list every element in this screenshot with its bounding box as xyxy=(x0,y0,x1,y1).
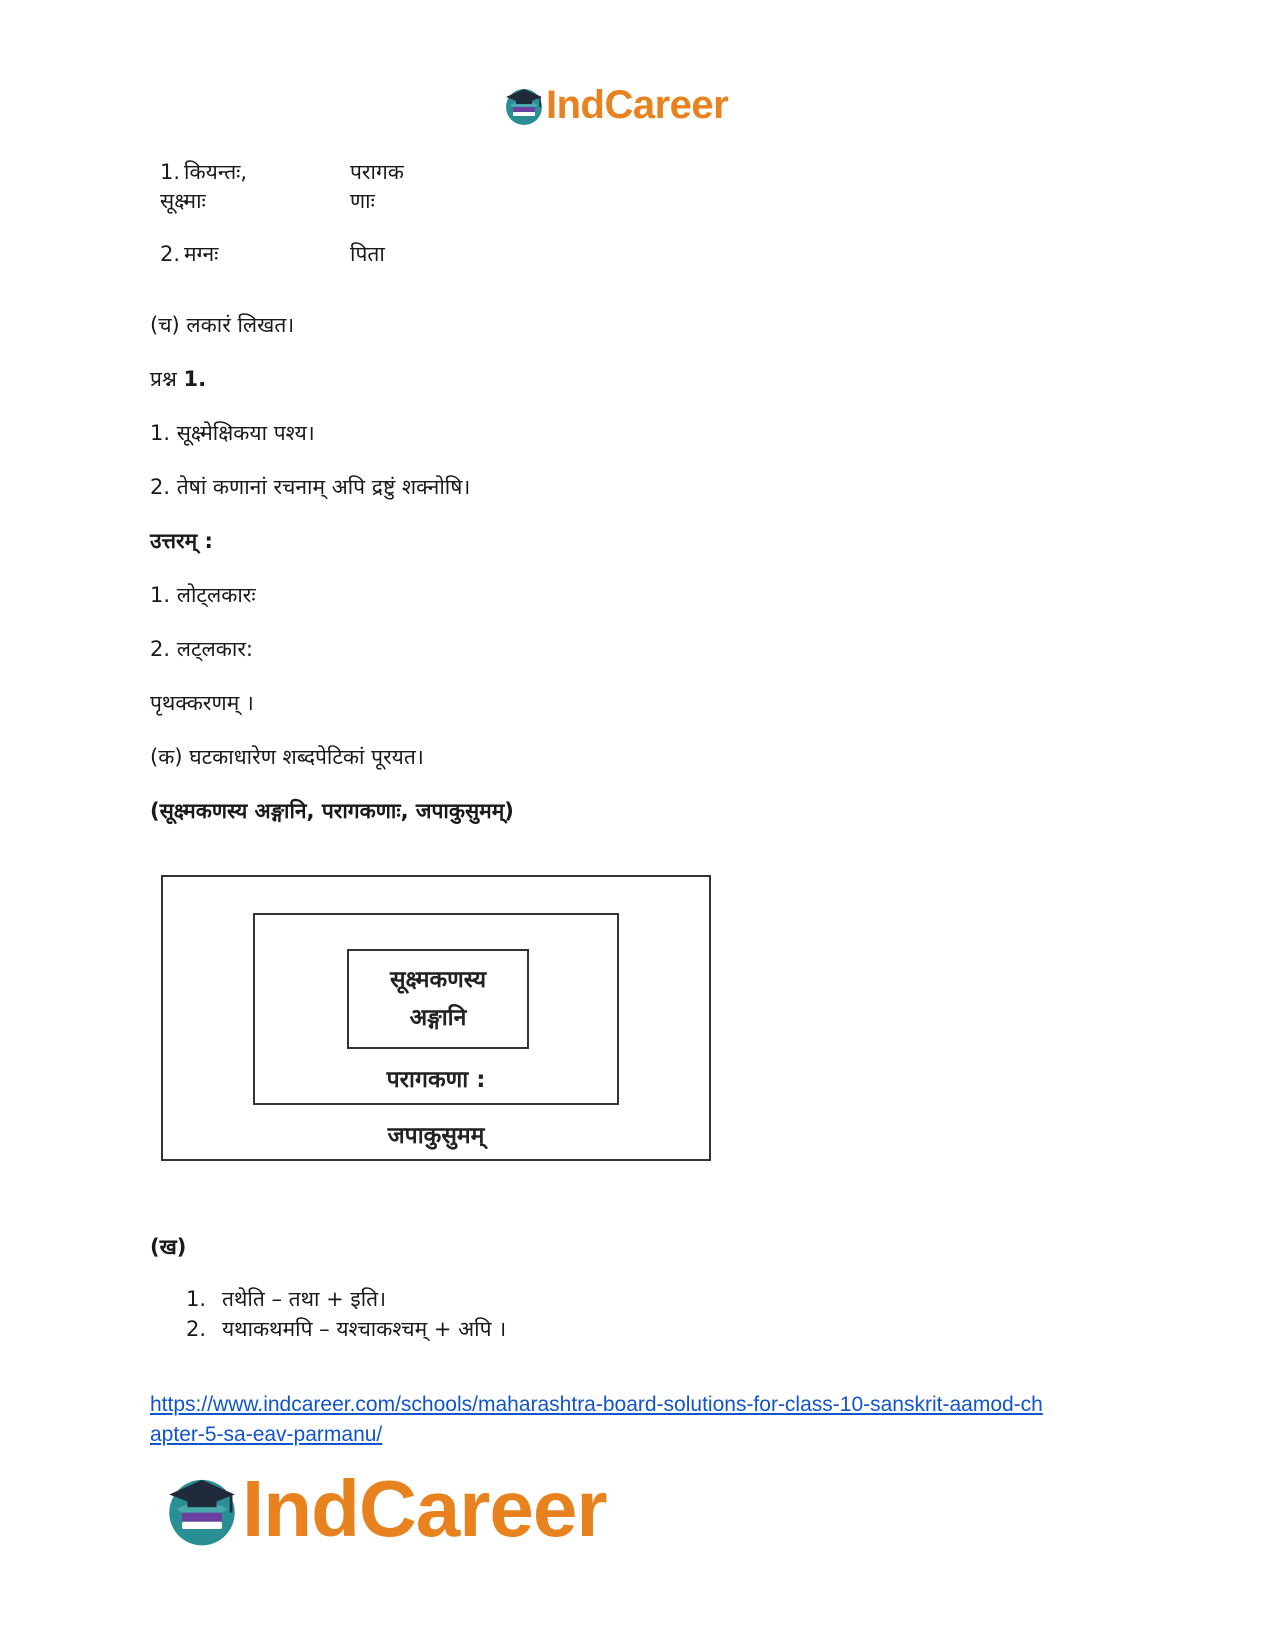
table-row-2-col2: पिता xyxy=(350,242,385,266)
graduation-globe-icon xyxy=(162,1469,242,1549)
list-item-1-number: 1. xyxy=(186,1287,207,1311)
outer-box-label: जपाकुसुमम् xyxy=(387,1123,485,1149)
inner-box xyxy=(347,949,529,1049)
table-row-2-col1: मग्नः xyxy=(184,242,219,266)
question-heading xyxy=(150,364,206,394)
question-2: 2. तेषां कणानां रचनाम् अपि द्रष्टुं शक्नोषि। xyxy=(150,475,471,499)
source-link-line1[interactable]: https://www.indcareer.com/schools/maharashtra-board-solutions-for-class-10-sanskrit-aamod-ch xyxy=(150,1393,1043,1416)
footer-logo-text: IndCareer xyxy=(242,1464,607,1553)
section-kha-heading: (ख) xyxy=(150,1235,187,1259)
answer-2: 2. लट्लकार: xyxy=(150,637,254,661)
question-1: 1. सूक्ष्मेक्षिकया पश्य। xyxy=(150,421,315,445)
list-item-2-text: यथाकथमपि – यश्चाकश्चम् + अपि । xyxy=(222,1317,507,1341)
header-logo-text: IndCareer xyxy=(546,83,729,127)
word-box-list: (सूक्ष्मकणस्य अङ्गानि, परागकणाः, जपाकुसुमम्) xyxy=(150,799,514,823)
answer-1: 1. लोट्लकारः xyxy=(150,583,256,607)
list-item-2-number: 2. xyxy=(186,1317,207,1341)
table-row-2-number: 2. xyxy=(160,242,181,266)
header-logo[interactable] xyxy=(502,80,728,130)
section-ka-heading: (क) घटकाधारेण शब्दपेटिकां पूरयत। xyxy=(150,745,424,769)
list-item-1-text: तथेति – तथा + इति। xyxy=(222,1287,387,1311)
footer-logo[interactable] xyxy=(162,1464,607,1553)
question-label: प्रश्न xyxy=(150,367,177,391)
table-row-1-col1-line1: कियन्तः, xyxy=(184,160,248,184)
table-row-1-col2-line1: परागक xyxy=(350,160,404,184)
table-row-1-col2-line2: णाः xyxy=(350,189,375,213)
source-link-line2[interactable]: apter-5-sa-eav-parmanu/ xyxy=(150,1423,383,1446)
inner-box-label-line2: अङ्गानि xyxy=(409,1005,467,1031)
answer-label: उत्तरम् : xyxy=(150,529,213,553)
table-row-1-number: 1. xyxy=(160,160,181,184)
table-row-1-col1-line2: सूक्ष्माः xyxy=(160,189,206,213)
nested-box-diagram xyxy=(161,875,711,1161)
section-ch-heading: (च) लकारं लिखत। xyxy=(150,313,295,337)
inner-box-label-line1: सूक्ष्मकणस्य xyxy=(389,967,487,993)
separation-heading: पृथक्करणम् । xyxy=(150,691,254,715)
graduation-globe-icon xyxy=(502,83,546,127)
middle-box xyxy=(253,913,619,1105)
middle-box-label: परागकणा : xyxy=(386,1067,486,1093)
question-number: 1. xyxy=(183,367,207,391)
